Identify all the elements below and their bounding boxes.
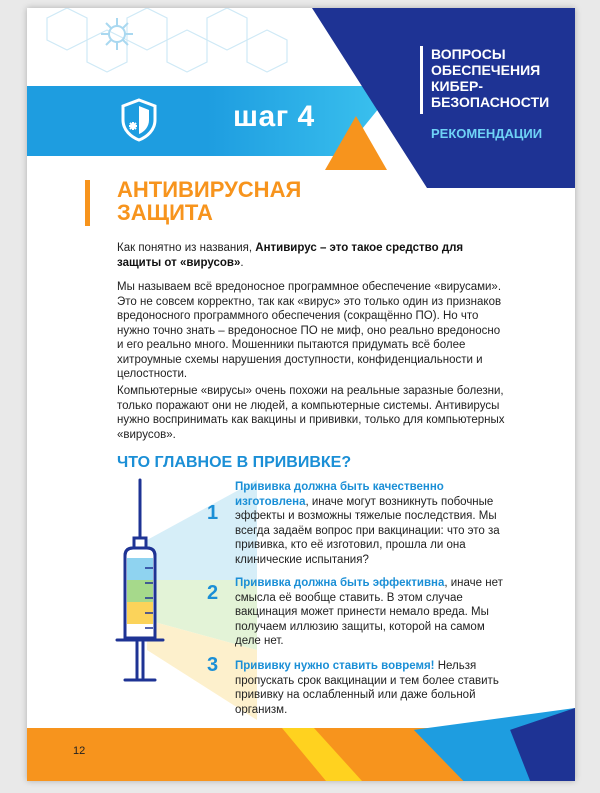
paragraph-malware: Мы называем всё вредоносное программное обеспечение «вирусами». Это не совсем корректно, так как «вирус» это только один из признаков вредоносного программного обеспечения (сокращённо ПО). Но что нужно точно знать – вредоносное ПО не миф, оно реально вредоносно и его реально много. Мошенники пытаются придумать всё более хитроумные схемы нарушения доступности, конфиденциальности и целостности. (117, 281, 502, 380)
document-page (27, 8, 575, 781)
section-title-line: АНТИВИРУСНАЯ (117, 177, 302, 202)
syringe-icon (115, 478, 165, 708)
section-accent-bar (85, 180, 90, 226)
header-title (431, 46, 571, 110)
item-number: 1 (207, 502, 219, 524)
hexagon-pattern (27, 8, 357, 88)
shield-icon (115, 96, 163, 144)
virus-icon (99, 16, 135, 52)
text-span: Как понятно из названия, (117, 242, 256, 254)
paragraph-analogy: Компьютерные «вирусы» очень похожи на реальные заразные болезни, только поражают они не людей, а компьютерные системы. Антивирусы нужно воспринимать как вакцины и прививки, только для компьютерных «вирусов». (117, 385, 505, 441)
item-number: 3 (207, 654, 219, 676)
header-subtitle: РЕКОМЕНДАЦИИ (431, 126, 543, 141)
header-title-line: БЕЗОПАСНОСТИ (431, 94, 550, 110)
item-text: , иначе нет смысла её вообще ставить. В этом случае вакцинация может принести немало вреда. Мы получаем иллюзию защиты, которой на самом деле нет. (235, 577, 503, 647)
bold-text: Антивирус – это такое средство для защиты от «вирусов» (117, 242, 464, 269)
item-bold: Прививка должна быть эффективна (235, 577, 445, 589)
header-divider (420, 46, 423, 114)
header-title-line: ОБЕСПЕЧЕНИЯ (431, 62, 541, 78)
item-bold: Прививка должна быть качественно изготовлена (235, 481, 444, 508)
item-number: 2 (207, 582, 219, 604)
list-item (235, 480, 507, 567)
item-text: Нельзя пропускать срок вакцинации и тем более ставить прививку на ослабленный или даже больной организм. (235, 660, 499, 716)
paragraph-intro (117, 241, 505, 270)
list-item (235, 659, 507, 717)
item-bold: Прививку нужно ставить вовремя! (235, 660, 435, 672)
header-title-line: КИБЕР- (431, 78, 484, 94)
item-text: , иначе могут возникнуть побочные эффекты и возможны тяжелые последствия. Мы всегда задаём вопрос при вакцинации: что это за прививка, кто её изготовил, прошла ли она клинические испытания? (235, 495, 500, 566)
list-item (235, 576, 507, 649)
section-title-line: ЗАЩИТА (117, 200, 213, 225)
text-span: . (240, 256, 244, 269)
step-label: шаг 4 (233, 100, 315, 133)
header-title-line: ВОПРОСЫ (431, 46, 506, 62)
page-number: 12 (73, 745, 86, 757)
section-title (117, 178, 367, 224)
question-title: ЧТО ГЛАВНОЕ В ПРИВИВКЕ? (117, 454, 352, 471)
